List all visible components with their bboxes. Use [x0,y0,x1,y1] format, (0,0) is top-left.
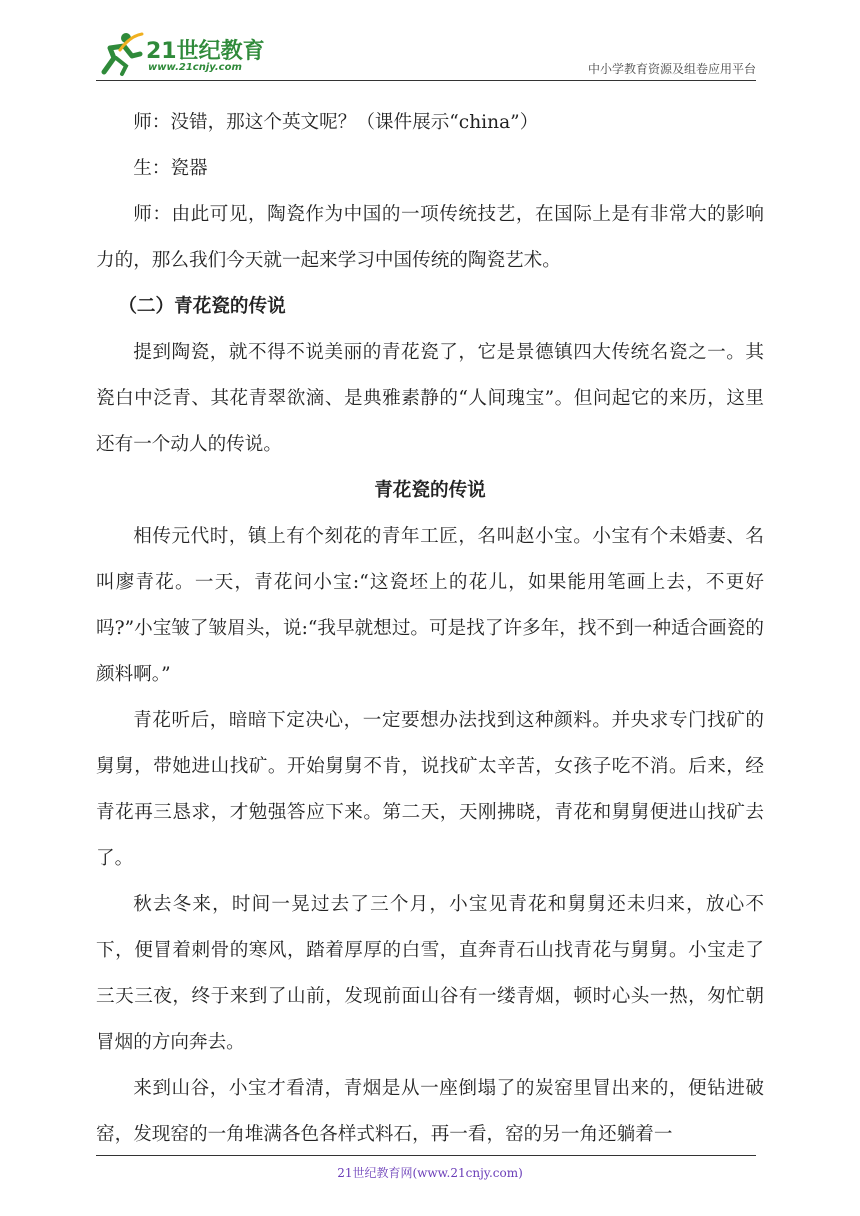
footer-divider [96,1155,756,1156]
document-body [96,100,764,1158]
page-footer: 21世纪教育网(www.21cnjy.com) [337,1166,523,1180]
story-title: 青花瓷的传说 [374,480,486,501]
paragraph: 青花听后，暗暗下定决心，一定要想办法找到这种颜料。并央求专门找矿的舅舅，带她进山找矿。开始舅舅不肯，说找矿太辛苦，女孩子吃不消。后来，经青花再三恳求，才勉强答应下来。第二天，天刚拂晓，青花和舅舅便进山找矿去了。 [96,710,764,869]
runner-logo-icon [96,28,146,78]
paragraph: 师：由此可见，陶瓷作为中国的一项传统技艺，在国际上是有非常大的影响力的，那么我们今天就一起来学习中国传统的陶瓷艺术。 [96,204,764,271]
paragraph: 提到陶瓷，就不得不说美丽的青花瓷了，它是景德镇四大传统名瓷之一。其瓷白中泛青、其花青翠欲滴、是典雅素静的“人间瑰宝”。但问起它的来历，这里还有一个动人的传说。 [96,342,764,455]
paragraph: 来到山谷，小宝才看清，青烟是从一座倒塌了的炭窑里冒出来的，便钻进破窑，发现窑的一角堆满各色各样式料石，再一看，窑的另一角还躺着一 [96,1078,764,1145]
paragraph: 秋去冬来，时间一晃过去了三个月，小宝见青花和舅舅还未归来，放心不下，便冒着刺骨的寒风，踏着厚厚的白雪，直奔青石山找青花与舅舅。小宝走了三天三夜，终于来到了山前，发现前面山谷有一缕青烟，顿时心头一热，匆忙朝冒烟的方向奔去。 [96,894,764,1053]
logo-url: www.21cnjy.com [148,62,242,73]
platform-name: 中小学教育资源及组卷应用平台 [587,62,756,76]
logo [96,28,266,78]
logo-text: 21世纪教育 [146,39,265,64]
paragraph: 相传元代时，镇上有个刻花的青年工匠，名叫赵小宝。小宝有个未婚妻、名叫廖青花。一天，青花问小宝:“这瓷坯上的花儿，如果能用笔画上去，不更好吗?”小宝皱了皱眉头，说:“我早就想过。可是找了许多年，找不到一种适合画瓷的颜料啊。” [96,526,764,685]
page-header [96,28,756,81]
section-heading: （二）青花瓷的传说 [118,296,286,317]
paragraph: 生：瓷器 [133,158,208,179]
paragraph: 师：没错，那这个英文呢？（课件展示“china”） [133,112,539,133]
